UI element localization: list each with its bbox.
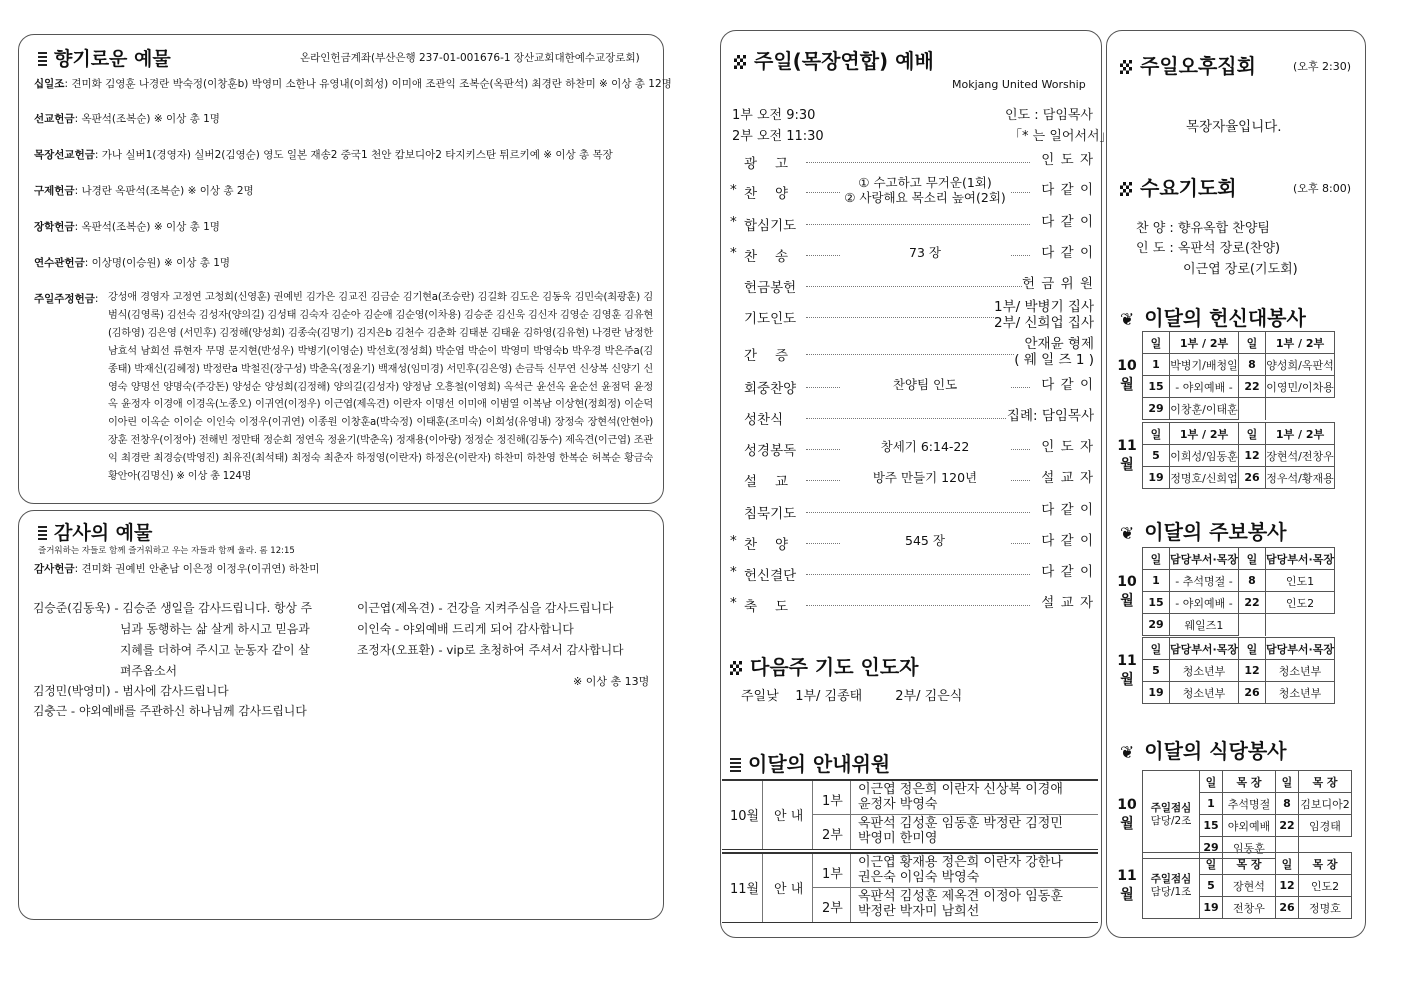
table-cell: 1	[1200, 793, 1223, 815]
order-row	[730, 560, 1094, 590]
order-item-name: 찬양	[744, 186, 807, 202]
stand-marker: *	[730, 533, 737, 549]
thanks-note: 조정자(오표환) - vip로 초청하여 주셔서 감사합니다	[357, 643, 624, 657]
order-item-leader: 다 같 이	[1041, 377, 1094, 393]
next-prayer-row: 주일낮 1부/ 김종태 2부/ 김은식	[741, 689, 963, 704]
kitchen-label-cell	[1143, 853, 1200, 919]
month-cell: 10 월	[1117, 796, 1137, 832]
table-header-row	[1112, 548, 1335, 570]
table-header-cell: 목 장	[1299, 853, 1352, 875]
kitchen-label: 주일점심	[1150, 801, 1192, 814]
table-cell: 인도2	[1299, 875, 1352, 897]
order-item-detail: 방주 만들기 120년	[840, 470, 1010, 485]
table-cell: 청소년부	[1266, 660, 1335, 682]
table-cell: 박병기/배청일	[1170, 354, 1239, 376]
ushers-month: 10월	[730, 809, 760, 824]
order-item-name: 성경봉독	[744, 443, 797, 459]
thanks-note: 펴주옵소서	[120, 664, 177, 678]
dotted-leader	[806, 354, 1030, 355]
table-cell: 웨일즈1	[1170, 614, 1239, 636]
checker-marker-icon	[1120, 182, 1132, 196]
table-cell: 전창우	[1223, 897, 1276, 919]
order-item-name: 침묵기도	[744, 506, 797, 522]
checker-marker-icon	[730, 661, 742, 675]
table-cell: 인도2	[1266, 592, 1335, 614]
order-row	[730, 299, 1094, 333]
order-item-leader: 집례: 담임목사	[1006, 408, 1094, 424]
table-header-cell: 1부 / 2부	[1170, 423, 1239, 445]
table-header-cell: 담당부서·목장	[1266, 548, 1335, 570]
table-cell: 8	[1276, 793, 1299, 815]
divider	[850, 854, 851, 922]
worship-time-2: 2부 오전 11:30	[732, 129, 824, 144]
table-row	[1112, 354, 1335, 376]
table-cell: 정명호/신희업	[1170, 467, 1239, 489]
thanks-note: 김승준(김동욱) - 김승준 생일을 감사드립니다. 항상 주	[33, 601, 313, 615]
table-cell: 22	[1239, 592, 1266, 614]
kitchen-sublabel: 담당/1조	[1150, 885, 1192, 898]
table-cell: 29	[1143, 398, 1170, 420]
worship-order-list	[720, 148, 1102, 618]
table-cell	[1239, 614, 1266, 636]
table-header-cell: 1부 / 2부	[1170, 332, 1239, 354]
worship-stand-note: 「* 는 일어서서」	[1009, 129, 1113, 144]
bar-marker-icon	[730, 757, 741, 772]
table-header-row	[1112, 853, 1352, 875]
table-header-cell: 담당부서·목장	[1266, 638, 1335, 660]
order-item-name: 헌신결단	[744, 568, 797, 584]
table-row	[1112, 467, 1335, 489]
table-header-cell: 일	[1239, 548, 1266, 570]
thanks-verse: 즐거워하는 자들로 함께 즐거워하고 우는 자들과 함께 울라. 롬 12:15	[38, 546, 295, 556]
offering-row-relief: 구제헌금: 나경란 옥판석(조복순) ※ 이상 총 2명	[34, 185, 254, 197]
order-item-leader: 설 교 자	[1041, 595, 1094, 611]
order-row	[730, 175, 1094, 208]
bar-marker-icon	[38, 51, 47, 66]
table-cell: 12	[1239, 660, 1266, 682]
bar-marker-icon	[38, 525, 47, 540]
schedule-table	[1112, 852, 1352, 919]
kitchen-sublabel: 담당/2조	[1150, 814, 1192, 827]
kitchen-label: 주일점심	[1150, 872, 1192, 885]
checker-marker-icon	[1120, 60, 1132, 74]
next-prayer-title: 다음주 기도 인도자	[730, 651, 919, 680]
divider	[812, 887, 1098, 888]
order-item-name: 간증	[744, 348, 807, 364]
ushers-names: 이근엽 정은희 이란자 신상복 이경애 윤정자 박영숙	[858, 782, 1063, 812]
thanks-total: ※ 이상 총 13명	[573, 675, 650, 688]
table-cell: 정명호	[1299, 897, 1352, 919]
stand-marker: *	[730, 595, 737, 611]
order-row	[730, 498, 1094, 528]
offering-row-mission: 선교헌금: 옥판석(조복순) ※ 이상 총 1명	[34, 113, 220, 125]
thanks-note: 지혜를 더하여 주시고 눈동자 같이 살	[120, 643, 310, 657]
table-header-cell: 목 장	[1223, 853, 1276, 875]
table-cell: 15	[1200, 815, 1223, 837]
order-row	[730, 404, 1094, 434]
afternoon-title: 주일오후집회	[1120, 50, 1256, 79]
table-cell: 1	[1143, 354, 1170, 376]
schedule-table	[1112, 422, 1335, 489]
ushers-month: 11월	[730, 882, 760, 897]
table-cell: 정우석/황재용	[1266, 467, 1335, 489]
order-item-leader: 다 같 이	[1041, 502, 1094, 518]
table-cell: 임경태	[1299, 815, 1352, 837]
table-header-row	[1112, 423, 1335, 445]
table-cell: 5	[1200, 875, 1223, 897]
table-cell: 26	[1276, 897, 1299, 919]
table-row	[1112, 682, 1335, 704]
stand-marker: *	[730, 214, 737, 230]
table-cell: 5	[1143, 660, 1170, 682]
offering-row-training: 연수관헌금: 이상명(이승원) ※ 이상 총 1명	[34, 257, 231, 269]
order-item-name: 설교	[744, 474, 807, 490]
month-cell: 11 월	[1117, 652, 1137, 688]
order-row	[730, 272, 1094, 302]
ushers-part: 2부	[822, 901, 843, 916]
offering-row-weekly-label: 주일주정헌금:	[34, 293, 99, 305]
order-item-detail: ① 수고하고 무거운(1회) ② 사랑해요 목소리 높여(2회)	[840, 175, 1010, 205]
divider	[762, 781, 763, 849]
schedule-table	[1112, 547, 1335, 636]
leaf-bullet-icon: ❦	[1120, 524, 1135, 544]
table-cell: 26	[1239, 682, 1266, 704]
table-cell	[1239, 398, 1266, 420]
table-cell: 22	[1276, 815, 1299, 837]
table-cell	[1266, 614, 1335, 636]
order-item-detail: 545 장	[840, 533, 1010, 548]
order-item-leader: 다 같 이	[1041, 533, 1094, 549]
table-header-cell: 일	[1239, 638, 1266, 660]
order-item-name: 찬양	[744, 537, 807, 553]
ushers-names: 이근엽 황재용 정은희 이란자 강한나 권은숙 이임숙 박영숙	[858, 855, 1063, 885]
offering-title: 향기로운 예물	[38, 44, 171, 71]
order-item-leader: 인 도 자	[1041, 439, 1094, 455]
table-header-cell: 1부 / 2부	[1266, 332, 1335, 354]
table-cell: 12	[1276, 875, 1299, 897]
wednesday-title: 수요기도회	[1120, 172, 1237, 201]
order-item-name: 찬송	[744, 249, 807, 265]
order-row	[730, 529, 1094, 559]
checker-marker-icon	[734, 55, 746, 69]
table-header-cell: 일	[1276, 853, 1299, 875]
order-row	[730, 466, 1094, 496]
table-cell: 15	[1143, 376, 1170, 398]
table-cell: 김보디아2	[1299, 793, 1352, 815]
order-item-detail: 찬양팀 인도	[840, 377, 1010, 392]
thanks-note: 김정민(박영미) - 범사에 감사드립니다	[33, 684, 229, 698]
dotted-leader	[806, 512, 1030, 513]
kitchen-label-cell	[1143, 771, 1200, 859]
table-header-cell: 일	[1200, 853, 1223, 875]
order-item-leader: 헌 금 위 원	[1021, 276, 1094, 292]
table-cell: 장현석	[1223, 875, 1276, 897]
ushers-names: 옥판석 김성훈 임동훈 박정란 김정민 박영미 한미영	[858, 816, 1063, 846]
order-item-name: 기도인도	[744, 311, 797, 327]
wednesday-time: (오후 8:00)	[1293, 182, 1352, 195]
table-cell: 야외예배	[1223, 815, 1276, 837]
afternoon-time: (오후 2:30)	[1293, 60, 1352, 73]
table-row	[1112, 398, 1335, 420]
worship-time-1: 1부 오전 9:30	[732, 108, 816, 123]
ushers-part: 1부	[822, 794, 843, 809]
order-item-name: 헌금봉헌	[744, 280, 797, 296]
table-row	[1112, 592, 1335, 614]
table-cell: - 야외예배 -	[1170, 592, 1239, 614]
table-header-cell: 담당부서·목장	[1170, 548, 1239, 570]
table-row	[1112, 614, 1335, 636]
table-cell: - 야외예배 -	[1170, 376, 1239, 398]
table-header-cell: 담당부서·목장	[1170, 638, 1239, 660]
table-cell: 29	[1200, 837, 1223, 859]
dotted-leader	[806, 224, 1030, 225]
ushers-month-block	[722, 779, 1098, 850]
order-item-name: 축도	[744, 599, 807, 615]
order-item-leader: 다 같 이	[1041, 564, 1094, 580]
table-row	[1112, 376, 1335, 398]
table-cell: 청소년부	[1266, 682, 1335, 704]
table-cell: 이희성/임동훈	[1170, 445, 1239, 467]
offering-row-scholarship: 장학헌금: 옥판석(조복순) ※ 이상 총 1명	[34, 221, 220, 233]
order-item-leader: 안재윤 형제 ( 웨 일 즈 1 )	[1014, 336, 1094, 368]
table-header-cell: 일	[1143, 548, 1170, 570]
table-header-cell: 일	[1143, 332, 1170, 354]
schedule-table	[1112, 637, 1335, 704]
table-cell: 26	[1239, 467, 1266, 489]
ushers-role: 안 내	[774, 882, 804, 897]
offering-account: 온라인헌금계좌(부산은행 237-01-001676-1 장산교회대한예수교장로회)	[300, 52, 640, 64]
order-row	[730, 336, 1094, 370]
table-cell	[1266, 398, 1335, 420]
worship-leader: 인도 : 담임목사	[1005, 108, 1093, 123]
table-header-cell: 일	[1143, 638, 1170, 660]
table-header-cell: 일	[1143, 423, 1170, 445]
table-cell: 청소년부	[1170, 682, 1239, 704]
table-header-row	[1112, 771, 1352, 793]
divider	[812, 854, 813, 922]
ushers-part: 2부	[822, 828, 843, 843]
table-header-cell: 일	[1200, 771, 1223, 793]
thanks-note: 님과 동행하는 삶 살게 하시고 믿음과	[120, 622, 310, 636]
thanks-note: 이인숙 - 야외예배 드리게 되어 감사합니다	[357, 622, 574, 636]
stand-marker: *	[730, 182, 737, 198]
worship-title: 주일(목장연합) 예배	[734, 45, 934, 74]
kitchen-title: ❦ 이달의 식당봉사	[1120, 739, 1287, 763]
weekly-service-title: ❦ 이달의 주보봉사	[1120, 520, 1287, 544]
wednesday-leader-2: 이근엽 장로(기도회)	[1183, 262, 1298, 277]
order-item-name: 합심기도	[744, 218, 797, 234]
table-cell: 추석명절	[1223, 793, 1276, 815]
table-cell: 1	[1143, 570, 1170, 592]
weekly-offering-names: 강성애 경영자 고정연 고청희(신영훈) 권예빈 김가은 김교진 김금순 김기현a(조승란) 김길화 김도은 김동욱 김민숙(최광훈) 김범식(김영록) 김선숙 김성자(양의길) 김성태 김숙자 김순아 김순애 김순영(이차용) 김승준 김신욱 김신자 김영순 김영훈 김유현(김하영) 김은영 (서민후) 김정해(양성희) 김종숙(김명기) 김지은b 김천수 김춘화 김태분 김태윤 김하영(김유현) 나경란 남정한 남효석 남희선 류현자 무명 문지현(반성우) 박병기(이영순) 박선호(정성희) 박순엽 박순이 박영미 박영숙b 박우경 박은주a(김종태) 박재신(김혜정) 박정란a 박철진(장구성) 박춘옥(정윤기) 백재성(임미경) 서민후(김은영) 손금득 신무연 신상복 신양기 신영숙 양명선 양명숙(주강돈) 양성순 양성희(김정해) 양의길(김성자) 양정남 오흥철(이영희) 옥석근 윤선옥 윤순선 윤점덕 윤정옥 윤정자 이경애 이경옥(노종오) 이귀연(이정우) 이근엽(제옥견) 이란자 이명선 이미애 이범열 이복남 이상현(정희정) 이순덕 이아린 이옥순 이이순 이인숙 이정우(이귀연) 이종원 이창훈a(박숙정) 이태훈(조미숙) 이희성(유영내) 장정숙 장현석(안현아) 장훈 전창우(이정아) 전해빈 정만태 정순희 정연옥 정윤기(박춘옥) 정재용(이아랑) 정정순 정진해(김동수) 제옥견(이근엽) 조관익 최경란 최경승(박영진) 최유진(최석태) 최정숙 최춘자 하정영(이란자) 하정은(이란자) 하찬미 하찬영 한복순 허복순 황금숙 황안아(김명신) ※ 이상 총 124명	[108, 292, 653, 483]
order-row	[730, 435, 1094, 465]
table-cell: 29	[1143, 614, 1170, 636]
divider	[812, 781, 813, 849]
divider	[812, 814, 1098, 815]
divider	[850, 781, 851, 849]
afternoon-text: 목장자율입니다.	[1186, 119, 1282, 135]
order-item-detail: 창세기 6:14-22	[840, 439, 1010, 454]
table-cell: 청소년부	[1170, 660, 1239, 682]
order-item-leader: 다 같 이	[1041, 245, 1094, 261]
worship-subtitle: Mokjang United Worship	[952, 78, 1086, 91]
ushers-month-block	[722, 852, 1098, 923]
table-cell: 8	[1239, 354, 1266, 376]
table-cell: 인도1	[1266, 570, 1335, 592]
table-cell: 8	[1239, 570, 1266, 592]
table-header-row	[1112, 638, 1335, 660]
table-header-cell: 일	[1239, 332, 1266, 354]
dotted-leader	[806, 286, 1030, 287]
stand-marker: *	[730, 564, 737, 580]
order-row	[730, 148, 1094, 178]
wednesday-praise: 찬 양 : 향유옥합 찬양팀	[1136, 221, 1270, 236]
table-row	[1112, 445, 1335, 467]
table-header-cell: 목 장	[1299, 771, 1352, 793]
table-header-cell: 목 장	[1223, 771, 1276, 793]
table-cell: 양성희/옥판석	[1266, 354, 1335, 376]
order-row	[730, 210, 1094, 240]
table-cell: - 추석명절 -	[1170, 570, 1239, 592]
ushers-table	[722, 779, 1098, 925]
order-item-leader: 다 같 이	[1041, 214, 1094, 230]
order-item-detail: 73 장	[840, 245, 1010, 260]
order-item-name: 회중찬양	[744, 381, 797, 397]
month-cell: 11 월	[1117, 867, 1137, 903]
ushers-role: 안 내	[774, 809, 804, 824]
dotted-leader	[806, 418, 1030, 419]
ushers-title: 이달의 안내위원	[730, 748, 890, 777]
month-cell: 10 월	[1117, 573, 1137, 609]
table-row	[1112, 570, 1335, 592]
table-cell: 이창훈/이태훈	[1170, 398, 1239, 420]
wednesday-leader: 인 도 : 옥판석 장로(찬양)	[1136, 241, 1281, 256]
order-row	[730, 373, 1094, 403]
dotted-leader	[806, 605, 1030, 606]
table-cell: 5	[1143, 445, 1170, 467]
table-cell: 19	[1143, 467, 1170, 489]
ushers-part: 1부	[822, 867, 843, 882]
table-header-cell: 일	[1239, 423, 1266, 445]
table-cell: 이영민/이차용	[1266, 376, 1335, 398]
table-cell: 15	[1143, 592, 1170, 614]
thanks-note: 이근엽(제옥견) - 건강을 지켜주심을 감사드립니다	[357, 601, 614, 615]
table-row	[1112, 660, 1335, 682]
table-cell: 임동훈	[1223, 837, 1276, 859]
thanks-offering-row: 감사헌금: 견미화 권예빈 안춘남 이은정 이정우(이귀연) 하찬미	[34, 563, 320, 575]
order-item-name: 성찬식	[744, 412, 784, 428]
order-item-leader: 다 같 이	[1041, 182, 1094, 198]
table-cell: 장현석/전창우	[1266, 445, 1335, 467]
leaf-bullet-icon: ❦	[1120, 743, 1135, 763]
month-cell: 11 월	[1117, 437, 1137, 473]
table-header-row	[1112, 332, 1335, 354]
order-row	[730, 241, 1094, 271]
leaf-bullet-icon: ❦	[1120, 310, 1135, 330]
dotted-leader	[806, 162, 1030, 163]
table-cell: 22	[1239, 376, 1266, 398]
dotted-leader	[806, 574, 1030, 575]
table-header-cell: 1부 / 2부	[1266, 423, 1335, 445]
table-cell: 19	[1200, 897, 1223, 919]
schedule-table	[1112, 770, 1352, 859]
offering-row-tithe: 십일조: 견미화 김영훈 나경란 박숙정(이창훈b) 박영미 소한나 유영내(이희성) 이미애 조관익 조복순(옥판석) 최경란 하찬미 ※ 이상 총 12명	[34, 78, 672, 90]
divider	[762, 854, 763, 922]
table-header-cell: 일	[1276, 771, 1299, 793]
table-cell: 12	[1239, 445, 1266, 467]
dedication-title: ❦ 이달의 헌신대봉사	[1120, 306, 1306, 330]
ushers-names: 옥판석 김성훈 제옥견 이정아 임동훈 박정란 박자미 남희선	[858, 889, 1063, 919]
month-cell: 10 월	[1117, 357, 1137, 393]
table-cell: 19	[1143, 682, 1170, 704]
order-row	[730, 591, 1094, 621]
thanks-note: 김충근 - 야외예배를 주관하신 하나님께 감사드립니다	[33, 704, 307, 718]
offering-row-mokjang: 목장선교헌금: 가나 실버1(경영자) 실버2(김영순) 영도 일본 재송2 중국1 천안 캄보디아2 타지키스탄 튀르키예 ※ 이상 총 목장	[34, 149, 613, 161]
stand-marker: *	[730, 245, 737, 261]
thanks-title: 감사의 예물	[38, 518, 152, 545]
order-item-leader: 설 교 자	[1041, 470, 1094, 486]
schedule-table	[1112, 331, 1335, 420]
order-item-name: 광고	[744, 156, 807, 172]
order-item-leader: 1부/ 박병기 집사 2부/ 신희업 집사	[994, 299, 1094, 331]
order-item-leader: 인 도 자	[1041, 152, 1094, 168]
